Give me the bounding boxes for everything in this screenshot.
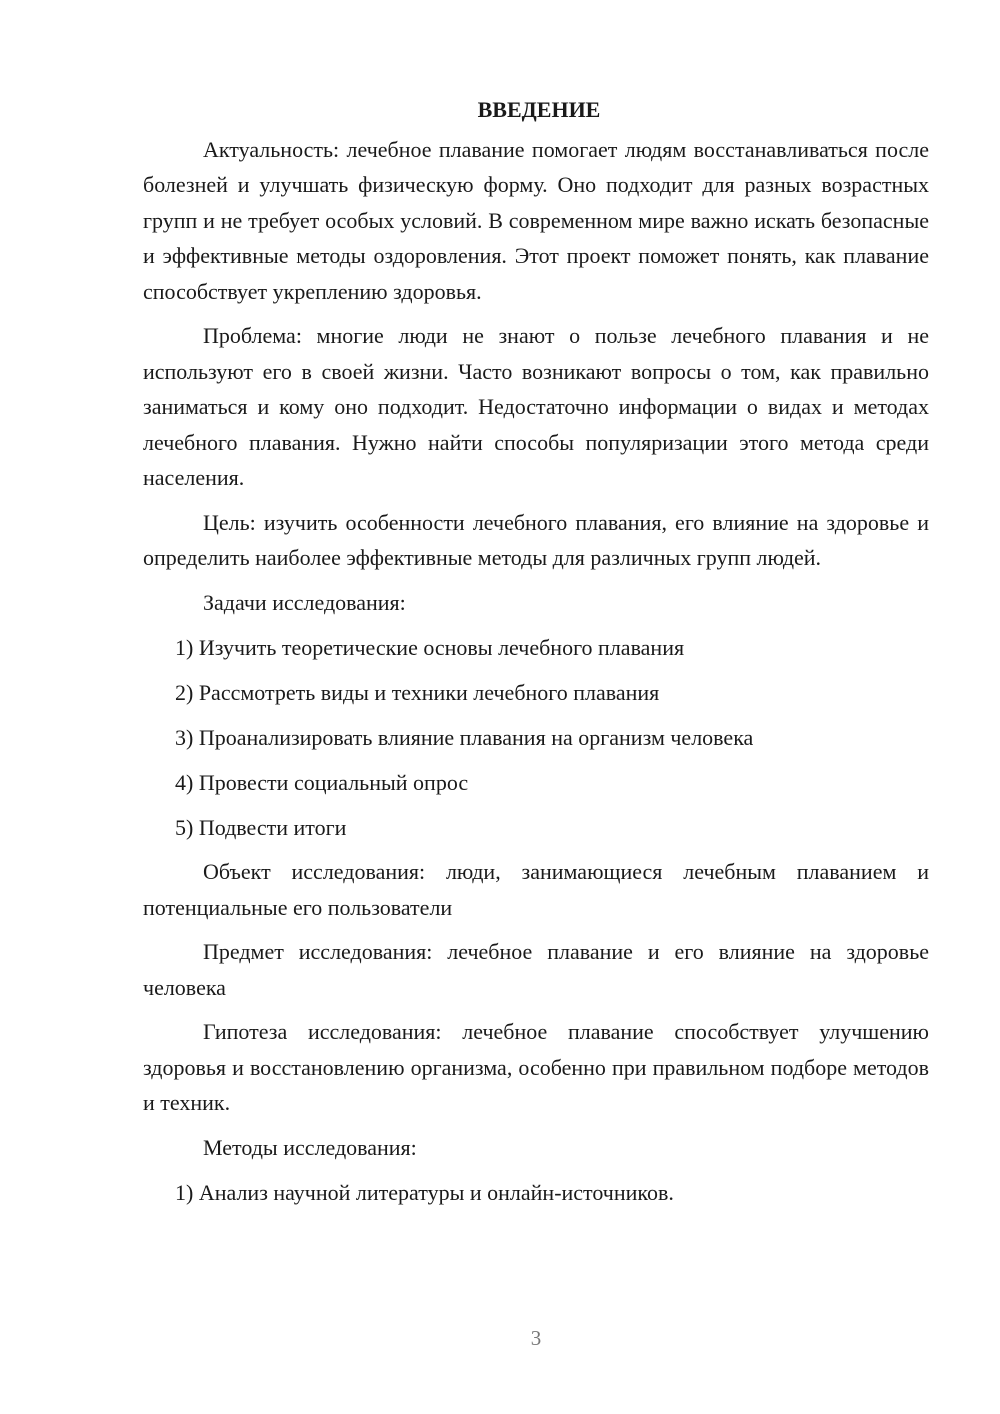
page-title: ВВЕДЕНИЕ	[477, 97, 601, 122]
list-item: 4) Провести социальный опрос	[175, 769, 469, 795]
problem-paragraph: Проблема: многие люди не знают о пользе лечебного плавания и не используют его в своей жизни. Часто возникают вопросы о том, как правильно заниматься и кому оно подходит. Недостаточно информации о видах и методах лечебного плавания. Нужно найти способы популяризации этого метода среди населения.	[143, 323, 929, 490]
methods-list	[143, 1175, 929, 1211]
tasks-list	[143, 630, 929, 846]
hypothesis-paragraph: Гипотеза исследования: лечебное плавание способствует улучшению здоровья и восстановлению организма, особенно при правильном подборе методов и техник.	[143, 1019, 929, 1115]
list-item: 3) Проанализировать влияние плавания на организм человека	[175, 724, 754, 750]
goal-paragraph: Цель: изучить особенности лечебного плавания, его влияние на здоровье и определить наиболее эффективные методы для различных групп людей.	[143, 509, 929, 570]
object-paragraph: Объект исследования: люди, занимающиеся лечебным плаванием и потенциальные его пользователи	[143, 859, 929, 920]
methods-heading: Методы исследования:	[203, 1134, 417, 1160]
subject-paragraph: Предмет исследования: лечебное плавание и его влияние на здоровье человека	[143, 939, 929, 1000]
list-item: 2) Рассмотреть виды и техники лечебного плавания	[175, 679, 660, 705]
list-item: 5) Подвести итоги	[175, 814, 347, 840]
tasks-heading: Задачи исследования:	[203, 589, 406, 615]
list-item: 1) Анализ научной литературы и онлайн-источников.	[175, 1179, 674, 1205]
page-number: 3	[530, 1326, 542, 1350]
list-item: 1) Изучить теоретические основы лечебного плавания	[175, 634, 685, 660]
document-page	[143, 92, 929, 1210]
relevance-paragraph: Актуальность: лечебное плавание помогает людям восстанавливаться после болезней и улучшать физическую форму. Оно подходит для разных возрастных групп и не требует особых условий. В современном мире важно искать безопасные и эффективные методы оздоровления. Этот проект поможет понять, как плавание способствует укреплению здоровья.	[143, 136, 929, 304]
